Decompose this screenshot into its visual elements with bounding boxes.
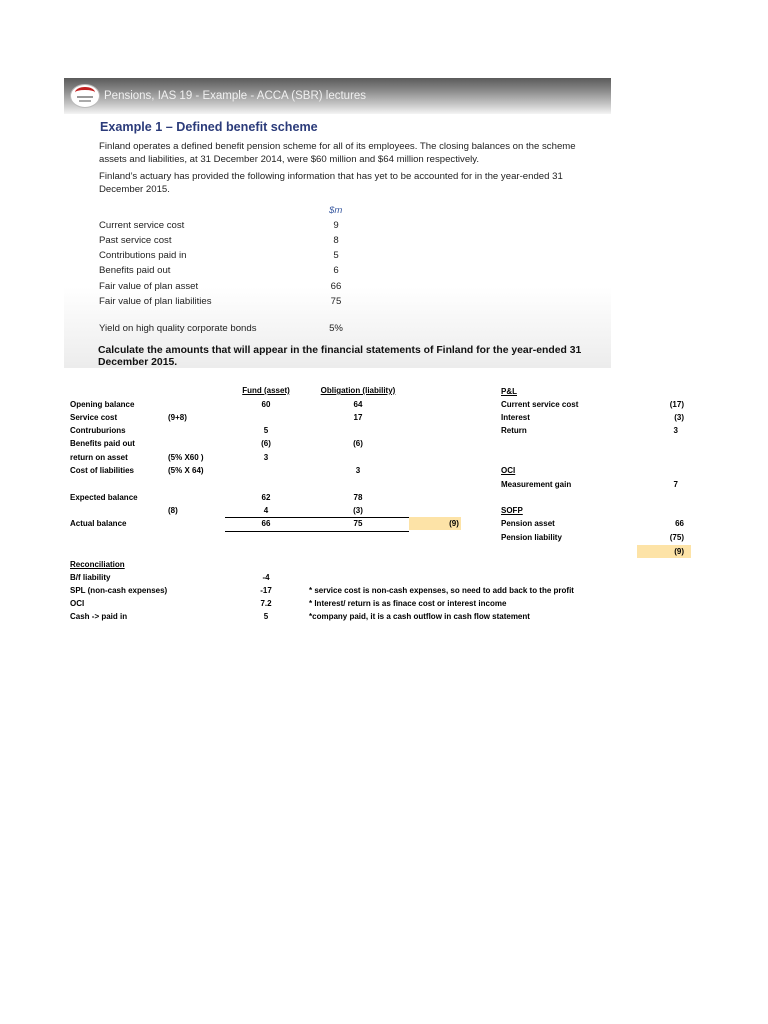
recon-label: OCI (70, 599, 85, 608)
slide-unit-header: $m (329, 205, 343, 216)
pl-value: 3 (673, 426, 678, 435)
row-label: Benefits paid out (70, 439, 135, 448)
sum-rule (225, 517, 409, 518)
fund-cell: (6) (261, 439, 271, 448)
slide-row-value: 75 (330, 296, 342, 307)
column-header-obligation: Obligation (liability) (320, 386, 396, 395)
slide-row-value: 6 (333, 265, 339, 276)
oci-value: 7 (673, 480, 678, 489)
pl-title: P&L (501, 387, 517, 396)
recon-value: -4 (262, 573, 270, 582)
row-note: (5% X60 ) (168, 453, 204, 462)
expected-obligation: 78 (353, 493, 363, 502)
sofp-title: SOFP (501, 506, 523, 515)
recon-value: 5 (263, 612, 269, 621)
slide-row-value: 9 (333, 220, 339, 231)
fund-cell: 3 (263, 453, 269, 462)
slide-question: Calculate the amounts that will appear in the financial statements of Finland for the year-ended 31 December 2015. (98, 345, 582, 368)
expected-balance-label: Expected balance (70, 493, 138, 502)
row-label: Opening balance (70, 400, 135, 409)
actual-balance-label: Actual balance (70, 519, 127, 528)
row-note: (9+8) (168, 413, 187, 422)
sofp-total: (9) (674, 547, 684, 556)
row-label: Service cost (70, 413, 118, 422)
remeasure-obligation: (3) (353, 506, 363, 515)
slide-data-row (99, 265, 399, 280)
pl-value: (3) (674, 413, 684, 422)
reconciliation-title: Reconciliation (70, 560, 125, 569)
slide-row-label: Contributions paid in (99, 250, 187, 261)
slide-yield-row (99, 323, 399, 338)
slide-data-row (99, 220, 399, 235)
slide-yield-label: Yield on high quality corporate bonds (99, 323, 257, 334)
slide-row-label: Fair value of plan liabilities (99, 296, 212, 307)
slide-paragraph: Finland’s actuary has provided the following information that has yet to be accounted for in the year-ended 31 December 2015. (99, 171, 563, 195)
fund-cell: 5 (263, 426, 269, 435)
slide-data-row (99, 296, 399, 311)
pl-label: Return (501, 426, 527, 435)
actual-obligation: 75 (353, 519, 363, 528)
actual-fund: 66 (261, 519, 271, 528)
sofp-label: Pension asset (501, 519, 555, 528)
recon-comment: * Interest/ return is as finace cost or interest income (309, 599, 507, 608)
recon-comment: *company paid, it is a cash outflow in cash flow statement (309, 612, 530, 621)
obligation-cell: (6) (353, 439, 363, 448)
oci-title: OCI (501, 466, 516, 475)
obligation-cell: 17 (353, 413, 363, 422)
remeasure-fund: 4 (263, 506, 269, 515)
row-label: return on asset (70, 453, 128, 462)
actual-net: (9) (449, 519, 459, 528)
pl-value: (17) (669, 400, 684, 409)
pl-label: Current service cost (501, 400, 579, 409)
slide-row-value: 66 (330, 281, 342, 292)
expected-fund: 62 (261, 493, 271, 502)
column-header-fund: Fund (asset) (242, 386, 290, 395)
recon-value: -17 (260, 586, 272, 595)
slide-data-row (99, 235, 399, 250)
slide-row-value: 5 (333, 250, 339, 261)
slide-row-value: 8 (333, 235, 339, 246)
row-label: Contruburions (70, 426, 126, 435)
recon-label: Cash -> paid in (70, 612, 128, 621)
total-rule (225, 531, 409, 532)
acca-logo-icon (70, 84, 100, 108)
slide-bar-title: Pensions, IAS 19 - Example - ACCA (SBR) lectures (104, 90, 367, 102)
slide-data-row (99, 250, 399, 265)
slide-row-label: Current service cost (99, 220, 185, 231)
slide-heading: Example 1 – Defined benefit scheme (100, 120, 318, 134)
slide-data-row (99, 281, 399, 296)
obligation-cell: 64 (353, 400, 363, 409)
recon-label: SPL (non-cash expenses) (70, 586, 168, 595)
pl-label: Interest (501, 413, 530, 422)
recon-value: 7.2 (260, 599, 272, 608)
sofp-label: Pension liability (501, 533, 562, 542)
lecture-slide (64, 78, 611, 368)
slide-row-label: Past service cost (99, 235, 172, 246)
obligation-cell: 3 (355, 466, 361, 475)
slide-title-bar (64, 78, 611, 114)
recon-comment: * service cost is non-cash expenses, so need to add back to the profit (309, 586, 574, 595)
slide-paragraph: Finland operates a defined benefit pension scheme for all of its employees. The closing balances on the scheme assets and liabilities, at 31 December 2014, were $60 million and $64 million respectively. (99, 141, 576, 165)
row-note: (5% X 64) (168, 466, 204, 475)
remeasure-note: (8) (168, 506, 178, 515)
recon-label: B/f liability (70, 573, 111, 582)
slide-yield-value: 5% (329, 323, 343, 334)
slide-row-label: Fair value of plan asset (99, 281, 199, 292)
oci-label: Measurement gain (501, 480, 572, 489)
fund-cell: 60 (261, 400, 271, 409)
row-label: Cost of liabilities (70, 466, 135, 475)
slide-row-label: Benefits paid out (99, 265, 171, 276)
sofp-value: 66 (675, 519, 684, 528)
sofp-value: (75) (669, 533, 684, 542)
